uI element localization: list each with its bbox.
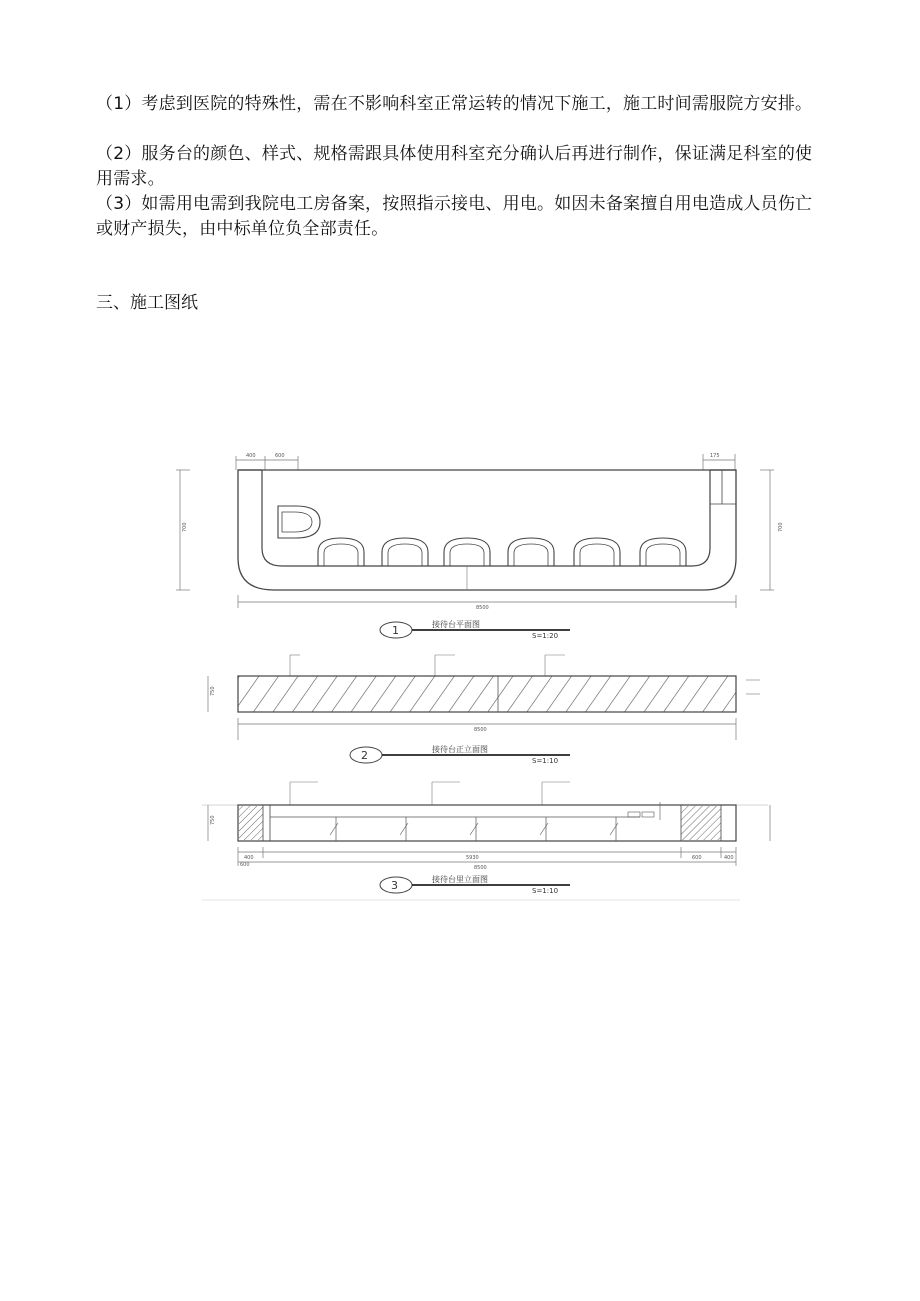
back-shelves: [270, 802, 660, 841]
requirement-paragraph-1: （1）考虑到医院的特殊性，需在不影响科室正常运转的情况下施工，施工时间需服院方安排。: [96, 94, 813, 114]
back-number: 3: [391, 879, 398, 892]
back-dim-left-a: 400: [244, 855, 254, 861]
requirement-paragraph-2: （2）服务台的颜色、样式、规格需跟具体使用科室充分确认后再进行制作，保证满足科室的使用需求。: [96, 144, 813, 189]
counter-outline-outer: [238, 470, 736, 590]
plan-title: 接待台平面图: [432, 620, 480, 629]
plan-dim-top-left-a: 400: [246, 453, 256, 459]
plan-dim-right-height: 700: [778, 522, 784, 532]
requirement-paragraph-3: （3）如需用电需到我院电工房备案，按照指示接电、用电。如因未备案擅自用电造成人员伤亡或财产损失，由中标单位负全部责任。: [96, 194, 813, 239]
plan-dim-left-height: 700: [182, 522, 188, 532]
front-elevation: [208, 655, 760, 765]
front-dim-height: 750: [210, 686, 216, 696]
side-chair: [278, 506, 320, 538]
back-elevation: [202, 782, 770, 900]
chair: [574, 538, 620, 566]
construction-drawing: [170, 440, 784, 910]
plan-dim-top-right: 175: [710, 453, 720, 459]
chair: [508, 538, 554, 566]
counter-outline-inner: [262, 470, 710, 566]
back-dim-center: 5930: [466, 855, 479, 861]
back-dim-right-a: 600: [692, 855, 702, 861]
back-dim-total: 8500: [474, 865, 487, 871]
front-panel: [238, 676, 736, 712]
front-title-block: [350, 744, 570, 765]
back-dim-right-b: 400: [724, 855, 734, 861]
back-panel: [238, 805, 736, 841]
front-scale: S=1:10: [532, 757, 559, 765]
section-heading: 三、施工图纸: [96, 293, 198, 313]
front-title: 接待台正立面图: [432, 745, 488, 754]
plan-dim-bottom-width: 8500: [476, 605, 489, 611]
plan-view: [176, 453, 784, 640]
back-title-block: [380, 874, 570, 895]
chair: [444, 538, 490, 566]
back-dim-left-b: 600: [240, 862, 250, 868]
front-number: 2: [361, 749, 368, 762]
chair: [382, 538, 428, 566]
plan-dim-top-left-b: 600: [275, 453, 285, 459]
plan-number: 1: [392, 624, 399, 637]
chair-row: [318, 538, 686, 566]
back-dim-height: 750: [210, 815, 216, 825]
chair: [640, 538, 686, 566]
back-scale: S=1:10: [532, 887, 559, 895]
plan-scale: S=1:20: [532, 632, 559, 640]
back-title: 接待台里立面图: [432, 875, 488, 884]
plan-title-block: [380, 619, 570, 640]
front-dim-width: 8500: [474, 727, 487, 733]
chair: [318, 538, 364, 566]
